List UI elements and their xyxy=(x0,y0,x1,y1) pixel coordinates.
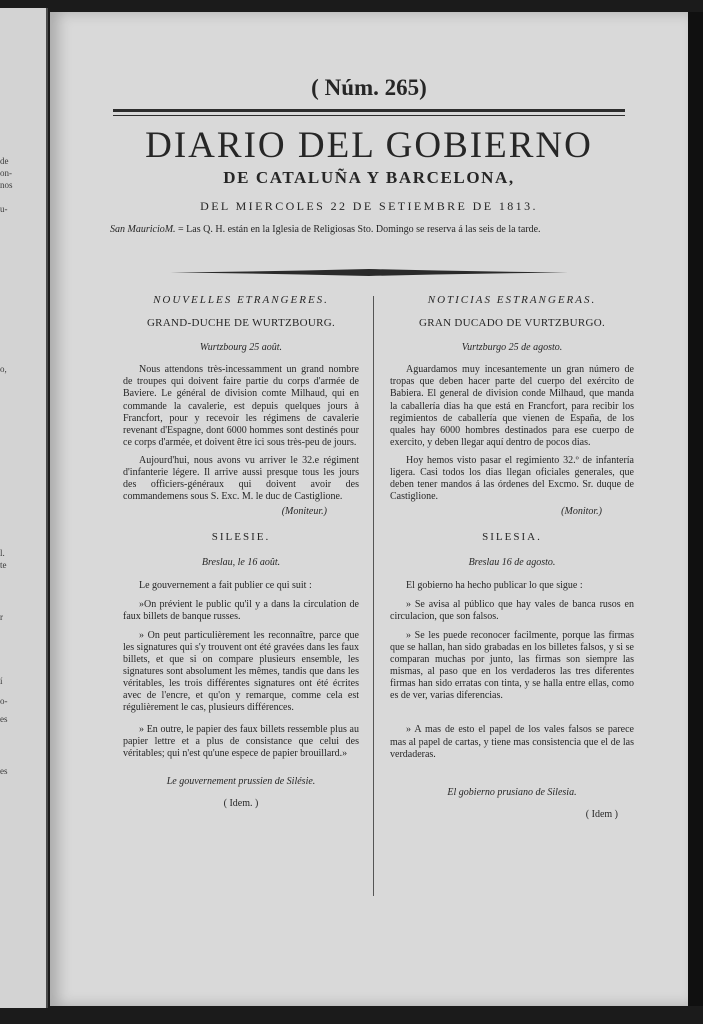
spanish-section-title: SILESIA. xyxy=(482,531,542,544)
left-fragment: r xyxy=(0,612,3,622)
french-paragraph: » En outre, le papier des faux billets ressemble plus au papier lettre et a plus de consistance que celui des véritables; qui n'est qu'une espece de papier brouillard.» xyxy=(123,723,359,759)
left-fragment: nos xyxy=(0,180,13,190)
left-fragment: í xyxy=(0,676,3,686)
french-column xyxy=(123,294,359,810)
left-fragment: o, xyxy=(0,364,7,374)
left-fragment: on- xyxy=(0,168,12,178)
issue-number: ( Núm. 265) xyxy=(311,75,427,100)
spanish-heading: NOTICIAS ESTRANGERAS. xyxy=(427,294,597,306)
left-fragment: o- xyxy=(0,696,8,706)
french-place-date-2: Breslau, le 16 août. xyxy=(201,556,281,568)
french-section-title: SILESIE. xyxy=(211,531,271,544)
french-place-date: Wurtzbourg 25 août. xyxy=(199,342,283,354)
masthead-title: DIARIO DEL GOBIERNO xyxy=(145,125,593,166)
spanish-paragraph: » Se les puede reconocer facilmente, porque las firmas que se hallan, han sido grabadas en los billetes falsos, y si se comparan muchas por junto, las firmas son siempre las mismas, al paso que en los verdaderos las tres diferentes firmas han sido erratas con tinta, y se halla entre ellas, como es de ver, varias diferencias. xyxy=(390,629,634,702)
newspaper-page xyxy=(50,12,688,1006)
spanish-source: (Monitor.) xyxy=(561,506,602,518)
spanish-idem: ( Idem ) xyxy=(585,808,618,820)
spanish-paragraph: Aguardamos muy incesantemente un gran número de tropas que deben hacer parte del cuerpo del exército de Babiera. El general de division conde Milhaud, que manda la caballería dias ha que está en Francfort, para recibir los regimientos de caballería que vienen de España, de los quales hay 6000 hombres destinados para ese cuerpo de exercito, y deben llegar aquí dentro de pocos dias. xyxy=(390,364,634,448)
header-rule-thick xyxy=(113,109,625,112)
spanish-signature: El gobierno prusiano de Silesia. xyxy=(447,786,577,798)
left-fragment: es xyxy=(0,766,8,776)
french-source: (Moniteur.) xyxy=(281,506,327,518)
french-subheading: GRAND-DUCHE DE WURTZBOURG. xyxy=(146,317,336,330)
spanish-place-date: Vurtzburgo 25 de agosto. xyxy=(461,342,563,354)
left-fragment: l. xyxy=(0,548,5,558)
french-paragraph: Le gouvernement a fait publier ce qui suit : xyxy=(139,579,312,591)
header-rule-thin xyxy=(113,115,625,116)
spanish-paragraph: » Se avisa al público que hay vales de banca rusos en circulacion, que son falsos. xyxy=(390,598,634,622)
spanish-paragraph: El gobierno ha hecho publicar lo que sigue : xyxy=(406,579,583,591)
left-fragment: u- xyxy=(0,204,8,214)
french-paragraph: Nous attendons très-incessamment un grand nombre de troupes qui doivent faire partie du corps d'armée de Baviere. Le général de division comte Milhaud, qui en commande la cavalerie, est depuis quelques jours à Francfort, pour y recevoir les régimens de cavalerie revenant d'Espagne, dont 6000 hommes sont destinés pour ce corps d'armée, et doivent être ici sous très-peu de jours. xyxy=(123,364,359,448)
dateline: DEL MIERCOLES 22 DE SETIEMBRE DE 1813. xyxy=(200,199,538,213)
spanish-column xyxy=(390,294,634,821)
scan-dark-edge xyxy=(688,12,703,1006)
left-fragment: te xyxy=(0,560,7,570)
left-fragment: de xyxy=(0,156,9,166)
column-divider xyxy=(373,296,374,896)
french-signature: Le gouvernement prussien de Silésie. xyxy=(166,775,316,787)
saint-notice xyxy=(110,224,618,236)
french-paragraph: Aujourd'hui, nous avons vu arriver le 32.e régiment d'infanterie légere. Il arrive aussi presque tous les jours des officiers-généraux qui doivent avoir des commandemens sous S. Exc. M. le duc de Castiglione. xyxy=(123,454,359,503)
spanish-paragraph: Hoy hemos visto pasar el regimiento 32.º de infantería ligera. Casi todos los dias llegan oficiales generales, que deben tener mandos á las órdenes del Excmo. Sr. duque de Castiglione. xyxy=(390,454,634,503)
ornamental-rule xyxy=(170,269,568,276)
notice-saint: San MauricioM. xyxy=(110,224,176,235)
spanish-paragraph: » A mas de esto el papel de los vales falsos se parece mas al papel de cartas, y tiene mas consistencia que el de las verdaderas. xyxy=(390,724,634,760)
spanish-subheading: GRAN DUCADO DE VURTZBURGO. xyxy=(419,317,605,330)
left-fragment: es xyxy=(0,714,8,724)
french-paragraph: » On peut particulièrement les reconnaître, parce que les signatures qui s'y trouvent ont été gravées dans les faux billets, et que si on compare plusieurs ensemble, les signatures sont absolument les mêmes, tandis que dans les véritables, les trois différentes signatures ont été écrites avec de l'encre, et qu'on y remarque, comme cela est régulièrement le cas, plusieurs différences. xyxy=(123,629,359,714)
french-heading: NOUVELLES ETRANGERES. xyxy=(153,294,329,306)
masthead-subtitle: DE CATALUÑA Y BARCELONA, xyxy=(223,168,515,187)
left-page-edge xyxy=(0,8,48,1008)
notice-text: = Las Q. H. están en la Iglesia de Religiosas Sto. Domingo se reserva á las seis de la tarde. xyxy=(175,224,541,235)
spanish-place-date-2: Breslau 16 de agosto. xyxy=(468,556,556,568)
french-idem: ( Idem. ) xyxy=(223,797,259,809)
french-paragraph: »On prévient le public qu'il y a dans la circulation de faux billets de banque russes. xyxy=(123,598,359,622)
